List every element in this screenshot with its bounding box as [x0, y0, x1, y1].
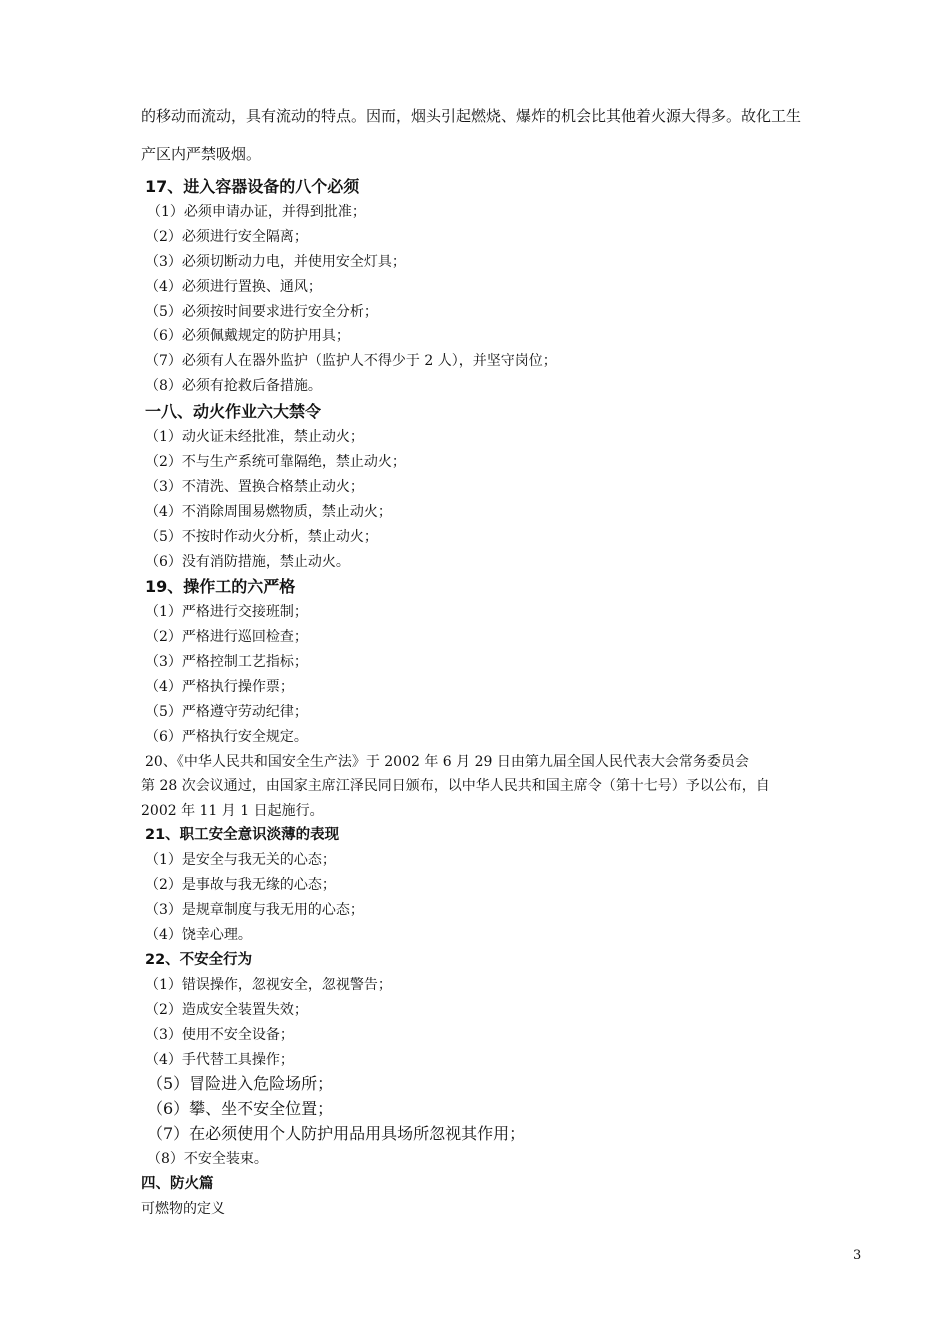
section-21-item: （1）是安全与我无关的心态； [145, 852, 336, 869]
section-18-item: （6）没有消防措施，禁止动火。 [145, 553, 350, 570]
section-17-item: （8）必须有抢救后备措施。 [145, 378, 322, 395]
section-20-line-1: 20、《中华人民共和国安全生产法》于 2002 年 6 月 29 日由第九届全国人民代表大会常务委员会 [145, 753, 749, 770]
section-19-item: （5）严格遵守劳动纪律； [145, 704, 308, 721]
section-21-item: （3）是规章制度与我无用的心态； [145, 902, 364, 919]
part-4-heading: 四、防火篇 [141, 1176, 214, 1192]
section-17-item: （4）必须进行置换、通风； [145, 278, 322, 295]
section-18-item: （1）动火证未经批准，禁止动火； [145, 429, 364, 446]
section-20-paragraph [141, 750, 861, 824]
section-21-item: （2）是事故与我无缘的心态； [145, 877, 336, 894]
section-22-item: （8）不安全装束。 [147, 1151, 268, 1168]
section-21-heading: 21、职工安全意识淡薄的表现 [145, 827, 340, 844]
section-19-item: （3）严格控制工艺指标； [145, 654, 308, 671]
section-18-heading: 一八、动火作业六大禁令 [145, 402, 322, 422]
section-19-item: （1）严格进行交接班制； [145, 604, 308, 621]
section-22-item: （6）攀、坐不安全位置； [147, 1099, 334, 1119]
section-17-item: （6）必须佩戴规定的防护用具； [145, 328, 350, 345]
section-22-item: （3）使用不安全设备； [145, 1026, 294, 1043]
section-22-item: （7）在必须使用个人防护用品用具场所忽视其作用； [147, 1124, 526, 1144]
section-18-item: （5）不按时作动火分析，禁止动火； [145, 528, 378, 545]
section-17-item: （5）必须按时间要求进行安全分析； [145, 303, 378, 320]
document-body [141, 174, 861, 1222]
section-22-item: （2）造成安全装置失效； [145, 1001, 308, 1018]
section-19-item: （2）严格进行巡回检查； [145, 629, 308, 646]
section-22-item: （5）冒险进入危险场所； [147, 1074, 334, 1094]
section-17-item: （3）必须切断动力电，并使用安全灯具； [145, 253, 406, 270]
section-19-item: （6）严格执行安全规定。 [145, 728, 308, 745]
section-18-item: （3）不清洗、置换合格禁止动火； [145, 478, 364, 495]
page-number: 3 [853, 1248, 862, 1263]
section-22-item: （4）手代替工具操作； [145, 1051, 294, 1068]
intro-line-2: 产区内严禁吸烟。 [141, 145, 262, 163]
intro-paragraph [141, 97, 861, 173]
intro-line-1: 的移动而流动，具有流动的特点。因而，烟头引起燃烧、爆炸的机会比其他着火源大得多。故化工生 [141, 107, 802, 125]
section-20-line-2: 第 28 次会议通过，由国家主席江泽民同日颁布，以中华人民共和国主席令（第十七号）予以公布，自 [141, 778, 770, 795]
section-17-heading: 17、进入容器设备的八个必须 [145, 177, 360, 196]
section-22-heading: 22、不安全行为 [145, 951, 253, 968]
section-17-item: （1）必须申请办证，并得到批准； [147, 204, 366, 220]
section-17-item: （7）必须有人在器外监护（监护人不得少于 2 人），并坚守岗位； [145, 353, 557, 370]
section-19-item: （4）严格执行操作票； [145, 679, 294, 696]
section-19-heading: 19、操作工的六严格 [145, 577, 296, 597]
section-22-item: （1）错误操作，忽视安全，忽视警告； [145, 976, 392, 993]
section-21-item: （4）饶幸心理。 [145, 926, 252, 943]
part-4-subheading: 可燃物的定义 [141, 1201, 225, 1217]
section-17-item: （2）必须进行安全隔离； [145, 228, 308, 245]
section-20-line-3: 2002 年 11 月 1 日起施行。 [141, 802, 324, 819]
section-18-item: （2）不与生产系统可靠隔绝，禁止动火； [145, 454, 406, 471]
section-18-item: （4）不消除周围易燃物质，禁止动火； [145, 503, 392, 520]
